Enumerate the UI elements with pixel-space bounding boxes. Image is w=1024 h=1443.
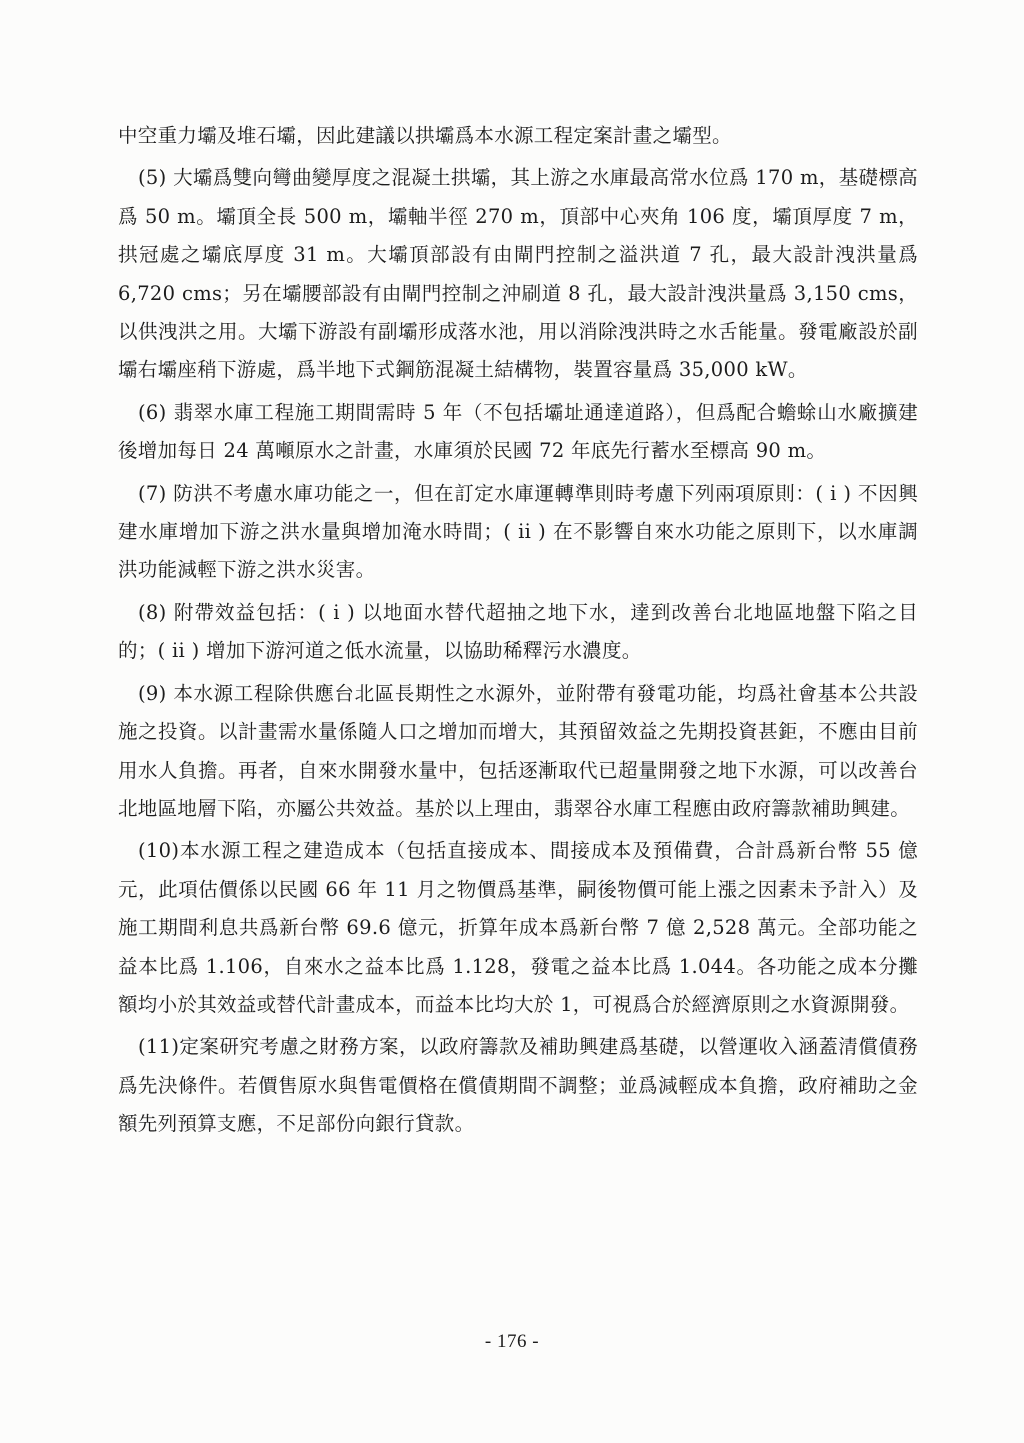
paragraph-item-7: (7) 防洪不考慮水庫功能之一，但在訂定水庫運轉準則時考慮下列兩項原則：( i ) 不因興建水庫增加下游之洪水量與增加淹水時間；( ii ) 在不影響自來水功能之原則下，以水庫調洪功能減輕下游之洪水災害。 bbox=[118, 481, 918, 582]
paragraph-continuation: 中空重力壩及堆石壩，因此建議以拱壩爲本水源工程定案計畫之壩型。 bbox=[118, 124, 732, 147]
paragraph-item-9: (9) 本水源工程除供應台北區長期性之水源外，並附帶有發電功能，均爲社會基本公共設施之投資。以計畫需水量係隨人口之增加而增大，其預留效益之先期投資甚鉅，不應由目前用水人負擔。再者，自來水開發水量中，包括逐漸取代已超量開發之地下水源，可以改善台北地區地層下陷，亦屬公共效益。基於以上理由，翡翠谷水庫工程應由政府籌款補助興建。 bbox=[118, 681, 918, 820]
document-body bbox=[118, 117, 918, 1144]
paragraph-item-6: (6) 翡翠水庫工程施工期間需時 5 年（不包括壩址通達道路），但爲配合蟾蜍山水廠擴建後增加每日 24 萬噸原水之計畫，水庫須於民國 72 年底先行蓄水至標高 90 m。 bbox=[118, 400, 918, 463]
paragraph-item-10: (10)本水源工程之建造成本（包括直接成本、間接成本及預備費，合計爲新台幣 55 億元，此項估價係以民國 66 年 11 月之物價爲基準，嗣後物價可能上漲之因素未予計入）及施工期間利息共爲新台幣 69.6 億元，折算年成本爲新台幣 7 億 2,528 萬元。全部功能之益本比爲 1.106，自來水之益本比爲 1.128，發電之益本比爲 1.044。各功能之成本分攤額均小於其效益或替代計畫成本，而益本比均大於 1，可視爲合於經濟原則之水資源開發。 bbox=[118, 839, 918, 1016]
page-number: - 176 - bbox=[484, 1331, 540, 1352]
paragraph-item-8: (8) 附帶效益包括：( i ) 以地面水替代超抽之地下水，達到改善台北地區地盤下陷之目的；( ii ) 增加下游河道之低水流量，以協助稀釋污水濃度。 bbox=[118, 600, 918, 663]
paragraph-item-5: (5) 大壩爲雙向彎曲變厚度之混凝土拱壩，其上游之水庫最高常水位爲 170 m，基礎標高爲 50 m。壩頂全長 500 m，壩軸半徑 270 m，頂部中心夾角 106 度，壩頂厚度 7 m，拱冠處之壩底厚度 31 m。大壩頂部設有由閘門控制之溢洪道 7 孔，最大設計洩洪量爲 6,720 cms；另在壩腰部設有由閘門控制之沖刷道 8 孔，最大設計洩洪量爲 3,150 cms，以供洩洪之用。大壩下游設有副壩形成落水池，用以消除洩洪時之水舌能量。發電廠設於副壩右壩座稍下游處，爲半地下式鋼筋混凝土結構物，裝置容量爲 35,000 kW。 bbox=[118, 166, 918, 382]
paragraph-item-11: (11)定案研究考慮之財務方案，以政府籌款及補助興建爲基礎，以營運收入涵蓋清償債務爲先決條件。若價售原水與售電價格在償債期間不調整；並爲減輕成本負擔，政府補助之金額先列預算支應，不足部份向銀行貸款。 bbox=[118, 1035, 918, 1136]
